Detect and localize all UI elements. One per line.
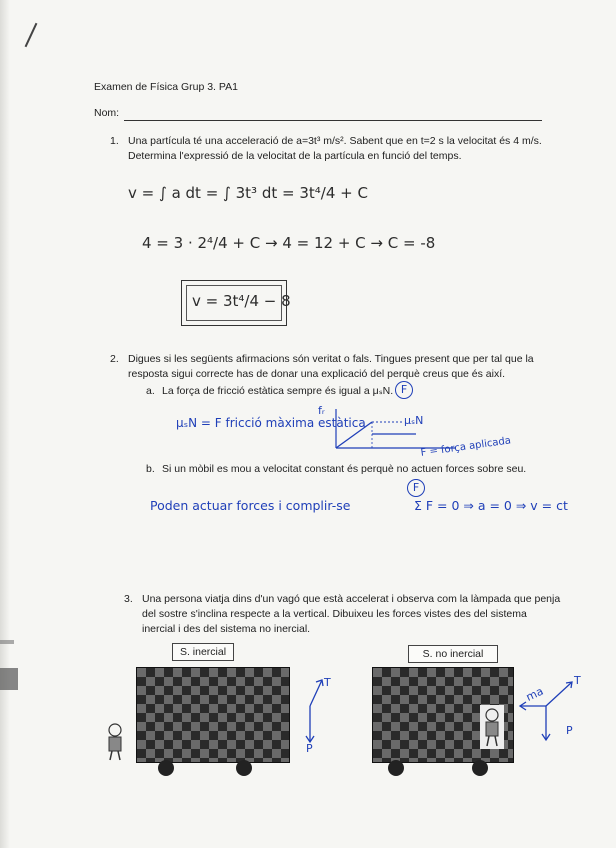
q2b-text: Si un mòbil es mou a velocitat constant és perquè no actuen forces sobre seu. <box>162 463 527 475</box>
passenger-figure-icon <box>480 705 504 749</box>
scan-smudge <box>0 668 18 690</box>
q1-answer: v = 3t⁴/4 − 8 <box>192 292 291 310</box>
q2b-formula: Σ F = 0 ⇒ a = 0 ⇒ v = ct <box>414 498 568 513</box>
q1-work-integral: v = ∫ a dt = ∫ 3t³ dt = 3t⁴/4 + C <box>128 184 368 202</box>
q2a-work: μₛN = F fricció màxima estàtica <box>176 416 366 430</box>
q3-text-line1: Una persona viatja dins d'un vagó que està accelerat i observa com la làmpada que penja <box>142 593 561 605</box>
q2-number: 2. <box>110 353 119 365</box>
q2a-text: La força de fricció estàtica sempre és igual a μₛN. <box>162 385 394 397</box>
scan-smudge <box>0 640 14 644</box>
name-label: Nom: <box>94 107 120 119</box>
q1-work-constant: 4 = 3 · 2⁴/4 + C → 4 = 12 + C → C = -8 <box>142 234 436 252</box>
q2b-false-mark: F <box>407 479 425 497</box>
tension-vector <box>310 680 322 706</box>
non-inertial-label-P: P <box>566 724 573 737</box>
q2a-false-mark: F <box>395 381 413 399</box>
graph-curve-label: μₛN <box>404 414 424 427</box>
non-inertial-system-box: S. no inercial <box>408 645 498 663</box>
non-inertial-label-T: T <box>574 674 581 687</box>
q2b-label: b. <box>146 463 155 475</box>
inertial-system-box: S. inercial <box>172 643 234 661</box>
wagon-wheel <box>388 760 404 776</box>
q2a-label: a. <box>146 385 155 397</box>
wagon-wheel <box>236 760 252 776</box>
graph-static-line <box>336 422 372 448</box>
q1-number: 1. <box>110 135 119 147</box>
q3-text-line3: inercial i des del sistema no inercial. <box>142 623 311 635</box>
tension-vector <box>546 682 572 706</box>
graph-x-label: F = força aplicada <box>420 435 512 459</box>
wagon-inertial <box>136 667 290 763</box>
wagon-wheel <box>472 760 488 776</box>
q3-number: 3. <box>124 593 133 605</box>
friction-graph <box>316 404 556 468</box>
observer-figure-icon <box>104 722 126 762</box>
scan-edge <box>0 0 10 848</box>
pen-mark <box>25 23 38 47</box>
q1-text-line1: Una partícula té una acceleració de a=3t³ m/s². Sabent que en t=2 s la velocitat és 4 m/s. <box>128 135 542 147</box>
name-line <box>124 120 542 121</box>
inertial-label-T: T <box>324 676 331 689</box>
q2b-work: Poden actuar forces i complir-se <box>150 498 351 513</box>
q2-text-line2: resposta sigui correcte has de donar una explicació del perquè creus que és així. <box>128 368 506 380</box>
graph-y-label: fᵣ <box>318 404 325 417</box>
non-inertial-label-ma: ma <box>524 684 546 704</box>
q2-text-line1: Digues si les següents afirmacions són veritat o fals. Tingues present que per tal que la <box>128 353 534 365</box>
wagon-wheel <box>158 760 174 776</box>
q3-text-line2: del sostre s'inclina respecte a la vertical. Dibuixeu les forces vistes des del sistema <box>142 608 527 620</box>
inertial-label-P: P <box>306 742 313 755</box>
exam-title: Examen de Física Grup 3. PA1 <box>94 81 238 93</box>
q1-text-line2: Determina l'expressió de la velocitat de la partícula en funció del temps. <box>128 150 462 162</box>
